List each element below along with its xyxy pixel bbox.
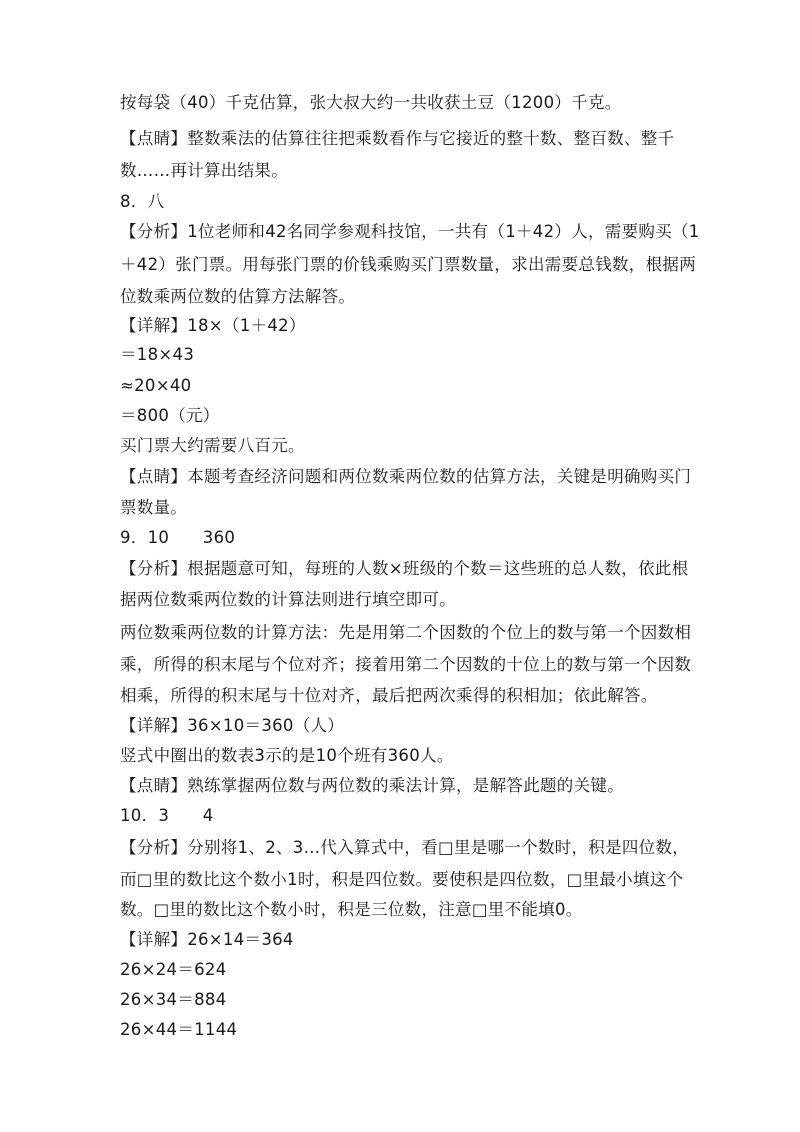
- text-line: 乘，所得的积末尾与个位对齐；接着用第二个因数的十位上的数与第一个因数: [120, 655, 692, 674]
- text-line: 26×34＝884: [120, 990, 227, 1009]
- text-line: 【分析】根据题意可知，每班的人数×班级的个数＝这些班的总人数，依此根: [120, 559, 689, 578]
- text-line: ≈20×40: [120, 376, 192, 395]
- text-line: 【点睛】熟练掌握两位数与两位数的乘法计算，是解答此题的关键。: [120, 776, 624, 795]
- text-line: 按每袋（40）千克估算，张大叔大约一共收获土豆（1200）千克。: [120, 93, 622, 112]
- text-line: 26×44＝1144: [120, 1020, 238, 1039]
- text-line: 【分析】分别将1、2、3…代入算式中，看□里是哪一个数时，积是四位数，: [120, 838, 690, 857]
- text-line: 而□里的数比这个数小1时，积是四位数。要使积是四位数，□里最小填这个: [120, 870, 684, 889]
- text-line: 数。□里的数比这个数小时，积是三位数，注意□里不能填0。: [120, 900, 583, 919]
- text-line: 26×24＝624: [120, 960, 227, 979]
- text-line: 竖式中圈出的数表3示的是10个班有360人。: [120, 746, 454, 765]
- question-number: 9．10 360: [120, 528, 236, 547]
- text-line: ＝800（元）: [120, 406, 220, 425]
- text-line: 【详解】36×10＝360（人）: [120, 716, 345, 735]
- text-line: 【详解】26×14＝364: [120, 930, 294, 949]
- text-line: 买门票大约需要八百元。: [120, 436, 305, 455]
- text-line: ＋42）张门票。用每张门票的价钱乘购买门票数量，求出需要总钱数，根据两: [120, 255, 696, 274]
- text-line: 【点睛】本题考查经济问题和两位数乘两位数的估算方法，关键是明确购买门: [120, 467, 692, 486]
- text-line: 【点睛】整数乘法的估算往往把乘数看作与它接近的整十数、整百数、整千: [120, 129, 675, 148]
- question-number: 8．八: [120, 192, 165, 211]
- text-line: 位数乘两位数的估算方法解答。: [120, 287, 356, 306]
- text-line: 据两位数乘两位数的计算法则进行填空即可。: [120, 590, 456, 609]
- question-number: 10．3 4: [120, 806, 214, 825]
- text-line: 【详解】18×（1＋42）: [120, 316, 306, 335]
- text-line: 数……再计算出结果。: [120, 161, 288, 180]
- text-line: 两位数乘两位数的计算方法：先是用第二个因数的个位上的数与第一个因数相: [120, 623, 692, 642]
- text-line: 相乘，所得的积末尾与十位对齐，最后把两次乘得的积相加；依此解答。: [120, 686, 658, 705]
- text-line: 票数量。: [120, 498, 188, 517]
- text-line: ＝18×43: [120, 345, 195, 364]
- text-line: 【分析】1位老师和42名同学参观科技馆，一共有（1＋42）人，需要购买（1: [120, 222, 700, 241]
